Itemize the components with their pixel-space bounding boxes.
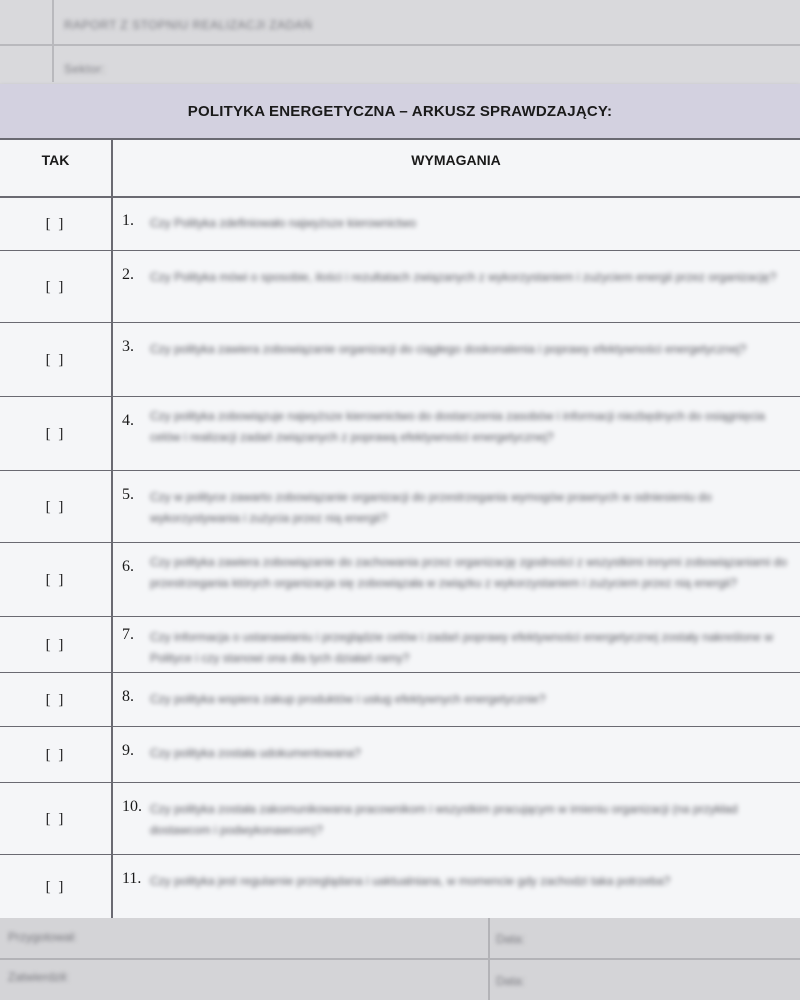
item-number: 4.	[122, 412, 134, 429]
background-header-title: RAPORT Z STOPNIU REALIZACJI ZADAŃ	[64, 18, 313, 32]
item-question: Czy polityka została udokumentowana?	[150, 746, 361, 760]
item-number: 11.	[122, 870, 142, 887]
item-question: Czy polityka została zakomunikowana pracownikom i wszystkim pracującym w imieniu organizacji (na przykład dostawcom i podwykonawcom)?	[150, 802, 738, 837]
background-header-label: Sektor:	[64, 62, 106, 76]
table-header	[0, 140, 800, 198]
item-number: 6.	[122, 558, 134, 575]
background-header-sheet	[0, 0, 800, 84]
table-row	[0, 544, 800, 617]
title-bar	[0, 84, 800, 140]
item-number: 7.	[122, 626, 134, 643]
checkbox[interactable]: [ ]	[45, 691, 66, 708]
item-question: Czy Polityka mówi o sposobie, ilości i rezultatach związanych z wykorzystaniem i zużyciem energii przez organizację?	[150, 270, 777, 284]
checkbox[interactable]: [ ]	[45, 425, 66, 442]
checkbox[interactable]: [ ]	[45, 498, 66, 515]
background-footer-row	[0, 918, 800, 960]
item-question: Czy informacja o ustanawianiu i przeglądzie celów i zadań poprawy efektywności energetycznej zostały nakreślone w Polityce i czy stanowi ona dla tych działań ramy?	[150, 630, 773, 665]
item-number: 3.	[122, 338, 134, 355]
table-row	[0, 856, 800, 918]
checkbox[interactable]: [ ]	[45, 278, 66, 295]
checkbox[interactable]: [ ]	[45, 636, 66, 653]
table-row	[0, 784, 800, 855]
checkbox[interactable]: [ ]	[45, 571, 66, 588]
background-footer-sheet	[0, 918, 800, 1000]
item-number: 5.	[122, 486, 134, 503]
table-row	[0, 472, 800, 543]
table-row	[0, 728, 800, 783]
table-row	[0, 324, 800, 397]
background-header-row	[0, 46, 800, 82]
checklist-sheet	[0, 84, 800, 918]
prepared-by-label: Przygotował:	[8, 930, 77, 944]
item-number: 9.	[122, 742, 134, 759]
date-label: Data:	[496, 974, 525, 988]
table-row	[0, 252, 800, 323]
item-question: Czy polityka zawiera zobowiązanie do zachowania przez organizację zgodności z wszystkimi innymi zobowiązaniami do przestrzegania których organizacja się zobowiązała w związku z wykorzystaniem i zużyciem przez nią energii?	[150, 555, 787, 590]
item-question: Czy polityka zobowiązuje najwyższe kierownictwo do dostarczenia zasobów i informacji niezbędnych do osiągnięcia celów i realizacji zadań związanych z poprawą efektywności energetycznej?	[150, 409, 765, 444]
table-row	[0, 398, 800, 471]
checkbox[interactable]: [ ]	[45, 746, 66, 763]
item-question: Czy polityka zawiera zobowiązanie organizacji do ciągłego doskonalenia i poprawy efektywności energetycznej?	[150, 342, 747, 356]
column-header-tak: TAK	[41, 152, 70, 168]
checkbox[interactable]: [ ]	[45, 878, 66, 895]
checkbox[interactable]: [ ]	[45, 215, 66, 232]
item-number: 10.	[122, 798, 142, 815]
item-number: 2.	[122, 266, 134, 283]
item-question: Czy polityka jest regularnie przeglądana i uaktualniana, w momencie gdy zachodzi taka potrzeba?	[150, 874, 671, 888]
checkbox[interactable]: [ ]	[45, 810, 66, 827]
page-title: POLITYKA ENERGETYCZNA – ARKUSZ SPRAWDZAJĄCY:	[187, 102, 613, 120]
checkbox[interactable]: [ ]	[45, 351, 66, 368]
background-header-row	[0, 0, 800, 46]
background-footer-row	[0, 960, 800, 1000]
table-row	[0, 674, 800, 727]
item-question: Czy Polityka zdefiniowało najwyższe kierownictwo	[150, 216, 417, 230]
approved-by-label: Zatwierdził:	[8, 970, 69, 984]
date-label: Data:	[496, 932, 525, 946]
table-row	[0, 618, 800, 673]
item-number: 1.	[122, 212, 134, 229]
item-question: Czy polityka wspiera zakup produktów i usług efektywnych energetycznie?	[150, 692, 546, 706]
table-row	[0, 198, 800, 251]
item-question: Czy w polityce zawarto zobowiązanie organizacji do przestrzegania wymogów prawnych w odniesieniu do wykorzystywania i zużycia przez nią energii?	[150, 490, 712, 525]
item-number: 8.	[122, 688, 134, 705]
column-header-wymagania: WYMAGANIA	[411, 152, 501, 168]
